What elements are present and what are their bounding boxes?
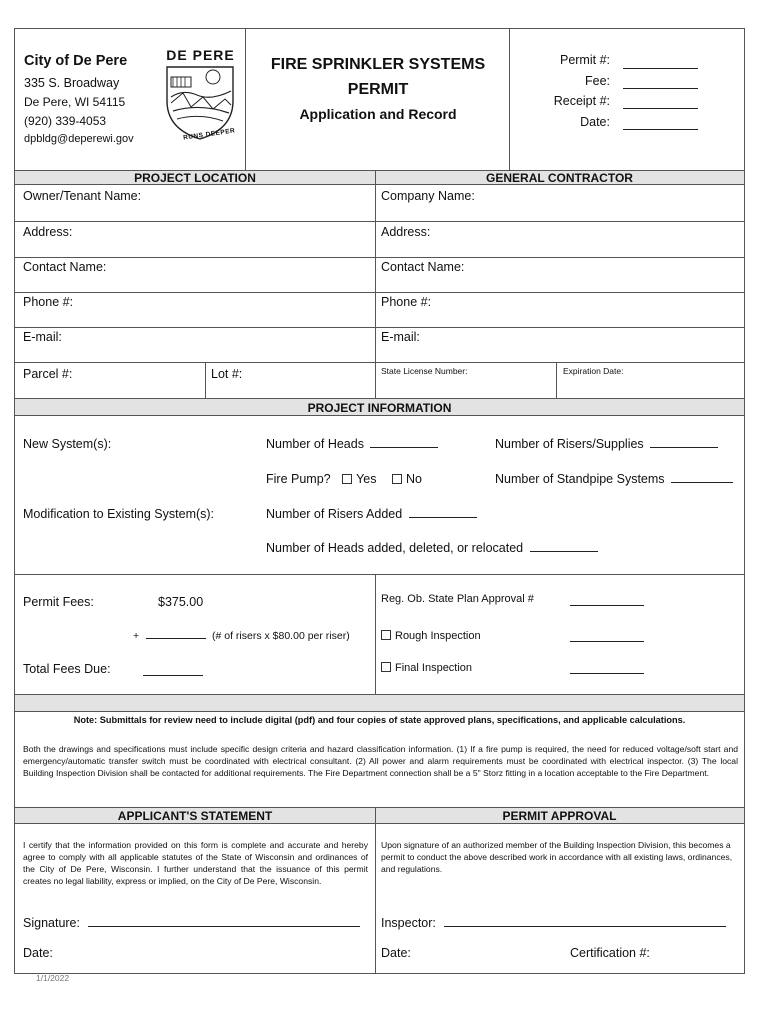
permit-form: [14, 28, 745, 974]
logo-tagline: RUNS DEEPER: [182, 127, 236, 142]
fire-pump-yes-option[interactable]: [342, 472, 376, 486]
submittal-note: Note: Submittals for review need to include digital (pdf) and four copies of state approved plans, specifications, and applicable calculations.: [73, 715, 686, 725]
owner-name-label: Owner/Tenant Name:: [23, 189, 142, 203]
revision-date: 1/1/2022: [36, 973, 70, 983]
contractor-email-label: E-mail:: [381, 330, 420, 344]
rough-inspection-checkbox[interactable]: [381, 630, 391, 640]
signature-label: Signature:: [23, 916, 80, 930]
form-title-line1: FIRE SPRINKLER SYSTEMS: [270, 56, 486, 73]
permit-fees-amount: $375.00: [158, 595, 204, 609]
owner-address-label: Address:: [23, 225, 73, 239]
reg-ob-label: Reg. Ob. State Plan Approval #: [381, 593, 534, 605]
logo-wordmark: DE PERE: [166, 47, 235, 63]
applicant-date-label: Date:: [23, 946, 53, 960]
number-of-risers-field[interactable]: [495, 437, 718, 451]
number-of-standpipe-label: Number of Standpipe Systems: [495, 472, 665, 486]
final-inspection-option[interactable]: [381, 662, 472, 674]
contractor-phone-label: Phone #:: [381, 295, 432, 309]
requirements-paragraph: Both the drawings and specifications must include specific design criteria and hazard classification information. (1) If a fire pump is required, the need for reduced voltage/soft start and emergency/automatic transfer switch must be coordinated with electrical consultant. (2) All power and alarm requirements must be coordinated with electrical inspector. (3) The local Building Inspection Division shall be contacted for additional requirements. The Fire Department connection shall be a 5" Storz fitting in a location acceptable to the Fire Department.: [23, 744, 738, 778]
number-of-heads-label: Number of Heads: [266, 437, 364, 451]
lot-number-label: Lot #:: [211, 367, 243, 381]
riser-fee-line: [133, 630, 350, 642]
receipt-number-label: Receipt #:: [553, 94, 610, 108]
risers-added-label: Number of Risers Added: [266, 507, 403, 521]
final-inspection-field[interactable]: [570, 672, 644, 674]
certification-number-label: Certification #:: [570, 946, 650, 960]
fee-label: Fee:: [584, 74, 610, 88]
rough-inspection-field[interactable]: [570, 640, 644, 642]
header-date-label: Date:: [580, 115, 610, 129]
number-of-heads-field[interactable]: [266, 437, 438, 451]
fee-field[interactable]: [623, 87, 698, 89]
owner-contact-label: Contact Name:: [23, 260, 107, 274]
number-of-standpipe-field[interactable]: [495, 472, 733, 486]
company-name-label: Company Name:: [381, 189, 475, 203]
heads-changed-label: Number of Heads added, deleted, or relocated: [266, 541, 524, 555]
form-subtitle: Application and Record: [299, 106, 457, 122]
state-license-label: State License Number:: [381, 366, 468, 376]
inspector-field[interactable]: [381, 916, 726, 930]
applicant-statement-text: I certify that the information provided on this form is complete and accurate and hereby agree to comply with all applicable statutes of the State of Wisconsin and ordinances of the City of De Pere, Wisconsin. I further understand that the issuance of this permit creates no legal liability, express or implied, on the City of De Pere, Wisconsin.: [23, 840, 368, 886]
owner-phone-label: Phone #:: [23, 295, 74, 309]
header-date-field[interactable]: [623, 128, 698, 130]
signature-field[interactable]: [23, 916, 360, 930]
fire-pump-question: [266, 472, 422, 486]
de-pere-logo: [163, 47, 238, 142]
risers-added-field[interactable]: [266, 507, 477, 521]
statement-heading-bar: [15, 807, 744, 824]
form-title-line2: PERMIT: [347, 81, 409, 98]
final-inspection-label: Final Inspection: [395, 662, 473, 674]
permit-fees-label: Permit Fees:: [23, 595, 94, 609]
number-of-risers-label: Number of Risers/Supplies: [495, 437, 644, 451]
fire-pump-no-option[interactable]: [392, 472, 422, 486]
fire-pump-label: Fire Pump?: [266, 472, 331, 486]
project-location-heading: PROJECT LOCATION: [134, 171, 256, 185]
contractor-contact-label: Contact Name:: [381, 260, 465, 274]
general-contractor-heading: GENERAL CONTRACTOR: [486, 171, 633, 185]
final-inspection-checkbox[interactable]: [381, 662, 391, 672]
rough-inspection-label: Rough Inspection: [395, 630, 481, 642]
expiration-date-label: Expiration Date:: [563, 366, 624, 376]
parcel-number-label: Parcel #:: [23, 367, 73, 381]
permit-number-field[interactable]: [623, 67, 698, 69]
permit-approval-heading: PERMIT APPROVAL: [502, 809, 617, 823]
total-fees-field[interactable]: [143, 674, 203, 676]
yes-label: Yes: [356, 472, 377, 486]
city-email: dpbldg@deperewi.gov: [24, 133, 134, 145]
no-label: No: [405, 472, 422, 486]
spacer-bar: [15, 694, 744, 712]
city-phone: (920) 339-4053: [24, 114, 107, 128]
permit-approval-text: Upon signature of an authorized member of the Building Inspection Division, this becomes a permit to conduct the above described work in accordance with all existing laws, ordinances, and regulations.: [381, 840, 733, 874]
inspector-label: Inspector:: [381, 916, 436, 930]
receipt-number-field[interactable]: [623, 107, 698, 109]
yes-checkbox[interactable]: [342, 474, 352, 484]
modification-label: Modification to Existing System(s):: [23, 507, 215, 521]
heads-changed-field[interactable]: [266, 541, 598, 555]
reg-ob-field[interactable]: [570, 604, 644, 606]
approval-date-label: Date:: [381, 946, 411, 960]
contractor-address-label: Address:: [381, 225, 431, 239]
project-information-heading: PROJECT INFORMATION: [15, 398, 744, 416]
no-checkbox[interactable]: [392, 474, 402, 484]
city-name: City of De Pere: [24, 53, 128, 69]
new-system-label: New System(s):: [23, 437, 112, 451]
city-address-line1: 335 S. Broadway: [24, 76, 120, 90]
riser-fee-note: (# of risers x $80.00 per riser): [211, 630, 350, 642]
plus-sign: +: [133, 630, 140, 642]
applicant-statement-heading: APPLICANT'S STATEMENT: [117, 809, 273, 823]
riser-count-field[interactable]: [146, 637, 206, 639]
total-fees-label: Total Fees Due:: [23, 662, 111, 676]
permit-number-label: Permit #:: [559, 53, 610, 67]
city-address-line2: De Pere, WI 54115: [24, 95, 126, 109]
owner-email-label: E-mail:: [23, 330, 62, 344]
rough-inspection-option[interactable]: [381, 630, 481, 642]
location-contractor-heading-bar: [15, 170, 744, 185]
